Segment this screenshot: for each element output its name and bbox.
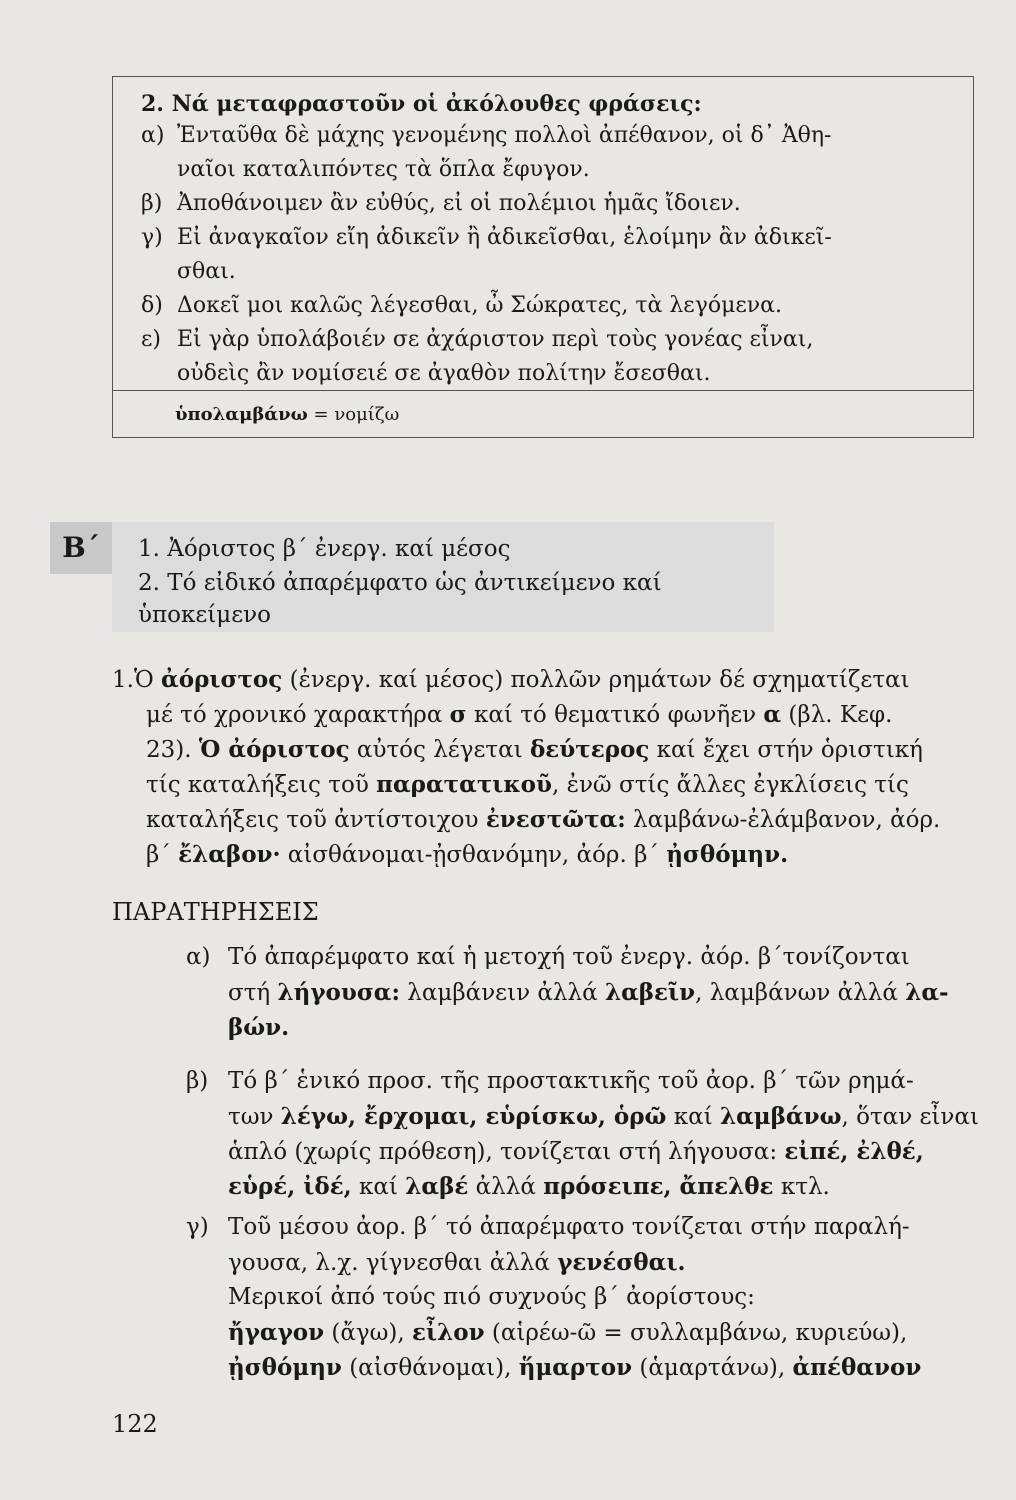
bold-term: ἤγαγον bbox=[228, 1319, 325, 1346]
text: λαμβάνω-ἐλάμβανον, ἀόρ. bbox=[625, 807, 941, 833]
observation-label: β) bbox=[186, 1068, 209, 1094]
page-number: 122 bbox=[112, 1410, 158, 1438]
bold-term: ἐνεστῶτα: bbox=[485, 806, 626, 833]
item-label: α) bbox=[141, 123, 165, 148]
item-line: ναῖοι καταλιπόντες τὰ ὅπλα ἔφυγον. bbox=[177, 157, 590, 182]
section-marker: Β΄ bbox=[50, 522, 112, 574]
item-label: γ) bbox=[141, 225, 163, 250]
observation-a-line bbox=[228, 1014, 289, 1041]
paragraph-line bbox=[146, 736, 923, 763]
paragraph-line bbox=[146, 806, 940, 833]
item-line: Δοκεῖ μοι καλῶς λέγεσθαι, ὦ Σώκρατες, τὰ λεγόμενα. bbox=[177, 293, 782, 318]
observation-label: α) bbox=[186, 944, 211, 970]
item-line: Εἰ ἀναγκαῖον εἴη ἀδικεῖν ἢ ἀδικεῖσθαι, ἑλοίμην ἂν ἀδικεῖ- bbox=[177, 225, 832, 250]
paragraph-line bbox=[146, 701, 892, 728]
text: Τό β΄ ἑνικό προσ. τῆς προστακτικῆς τοῦ ἀορ. β΄ τῶν ρημά- bbox=[228, 1068, 914, 1094]
observation-a-line bbox=[186, 944, 910, 970]
text: (ἐνεργ. καί μέσος) πολλῶν ρημάτων δέ σχηματίζεται bbox=[282, 667, 910, 693]
bold-term: λέγω, ἔρχομαι, εὑρίσκω, ὁρῶ bbox=[280, 1103, 667, 1130]
observation-c-line bbox=[228, 1284, 755, 1310]
exercise-item-c-cont bbox=[177, 259, 236, 284]
text: (αἱρέω-ῶ = συλλαμβάνω, κυριεύω), bbox=[484, 1320, 908, 1346]
bold-term: ἀπέθανον bbox=[792, 1354, 922, 1381]
text: στή bbox=[228, 980, 278, 1006]
text: Ὁ bbox=[133, 667, 162, 693]
bold-term: λα- bbox=[905, 979, 949, 1006]
bold-term: λαμβάνω bbox=[719, 1103, 842, 1130]
bold-term: εὑρέ, ἰδέ, bbox=[228, 1173, 352, 1200]
observation-b-line bbox=[186, 1068, 914, 1094]
text: Τό ἀπαρέμφατο καί ἡ μετοχή τοῦ ἐνεργ. ἀόρ. β΄τονίζονται bbox=[228, 944, 910, 970]
bold-term: λαβέ bbox=[405, 1173, 469, 1200]
observation-b-line bbox=[228, 1103, 979, 1130]
text: καί bbox=[666, 1104, 720, 1130]
exercise-box bbox=[112, 76, 974, 438]
section-topic-1: 1. Ἀόριστος β΄ ἐνεργ. καί μέσος bbox=[138, 536, 511, 562]
item-line: Εἰ γὰρ ὑπολάβοιέν σε ἀχάριστον περὶ τοὺς γονέας εἶναι, bbox=[177, 327, 814, 352]
bold-term: εἶλον bbox=[412, 1319, 485, 1346]
text: γουσα, λ.χ. γίγνεσθαι ἀλλά bbox=[228, 1250, 558, 1276]
observation-c-line bbox=[228, 1354, 921, 1381]
vocab-note bbox=[175, 404, 399, 425]
item-label: β) bbox=[141, 191, 163, 216]
bold-term: ἔλαβον· bbox=[178, 841, 281, 868]
observations-heading: ΠΑΡΑΤΗΡΗΣΕΙΣ bbox=[112, 898, 319, 926]
item-line: σθαι. bbox=[177, 259, 236, 284]
bold-term: λήγουσα: bbox=[277, 979, 400, 1006]
item-line: οὐδεὶς ἂν νομίσειέ σε ἀγαθὸν πολίτην ἔσεσθαι. bbox=[177, 361, 711, 386]
item-line: Ἐνταῦθα δὲ μάχης γενομένης πολλοὶ ἀπέθανον, οἱ δ᾽ Ἀθη- bbox=[177, 123, 832, 148]
exercise-item-e-cont bbox=[177, 361, 710, 386]
paragraph-number: 1. bbox=[112, 667, 134, 693]
text: μέ τό χρονικό χαρακτήρα bbox=[146, 702, 450, 728]
text: λαμβάνειν ἀλλά bbox=[400, 980, 605, 1006]
bold-term: λαβεῖν bbox=[604, 979, 696, 1006]
item-label: δ) bbox=[141, 293, 163, 318]
bold-term: α bbox=[763, 701, 782, 728]
bold-term: δεύτερος bbox=[529, 736, 650, 763]
section-topic-2-cont: ὑποκείμενο bbox=[138, 602, 271, 628]
observation-c-line bbox=[228, 1319, 907, 1346]
bold-term: σ bbox=[449, 701, 467, 728]
text: καί τό θεματικό φωνῆεν bbox=[466, 702, 764, 728]
bold-term: εἰπέ, ἐλθέ, bbox=[784, 1138, 924, 1165]
text: (ἄγω), bbox=[324, 1320, 413, 1346]
bold-term: Ὁ ἀόριστος bbox=[198, 736, 350, 763]
bold-term: ἀόριστος bbox=[161, 666, 283, 693]
text: β΄ bbox=[146, 842, 179, 868]
text: Μερικοί ἀπό τούς πιό συχνούς β΄ ἀορίστους: bbox=[228, 1284, 755, 1310]
text: , ἐνῶ στίς ἄλλες ἐγκλίσεις τίς bbox=[551, 772, 909, 798]
vocab-meaning: νομίζω bbox=[334, 404, 400, 425]
text: αὐτός λέγεται bbox=[349, 737, 530, 763]
text: των bbox=[228, 1104, 281, 1130]
paragraph-line bbox=[112, 666, 910, 693]
text: ἀλλά bbox=[468, 1174, 544, 1200]
vocab-word: ὑπολαμβάνω bbox=[175, 404, 308, 425]
text: (βλ. Κεφ. bbox=[781, 702, 893, 728]
text: , λαμβάνων ἀλλά bbox=[695, 980, 906, 1006]
observation-b-line bbox=[228, 1173, 830, 1200]
bold-term: γενέσθαι. bbox=[557, 1249, 686, 1276]
text: ἁπλό (χωρίς πρόθεση), τονίζεται στή λήγουσα: bbox=[228, 1139, 785, 1165]
observation-c-line bbox=[228, 1249, 685, 1276]
text: , ὅταν εἶναι bbox=[841, 1104, 979, 1130]
item-line: Ἀποθάνοιμεν ἂν εὐθύς, εἰ οἱ πολέμιοι ἡμᾶς ἴδοιεν. bbox=[177, 191, 741, 216]
text: (ἁμαρτάνω), bbox=[632, 1355, 793, 1381]
paragraph-line bbox=[146, 771, 909, 798]
bold-term: ἥμαρτον bbox=[518, 1354, 633, 1381]
vocab-divider bbox=[113, 390, 973, 391]
observation-c-line bbox=[186, 1214, 910, 1240]
text: καί bbox=[351, 1174, 406, 1200]
bold-term: παρατατικοῦ bbox=[376, 771, 552, 798]
text: καταλήξεις τοῦ ἀντίστοιχου bbox=[146, 807, 486, 833]
observation-a-line bbox=[228, 979, 949, 1006]
exercise-heading: 2. Νά μεταφραστοῦν οἱ ἀκόλουθες φράσεις: bbox=[141, 91, 702, 117]
observation-b-line bbox=[228, 1138, 924, 1165]
text: Τοῦ μέσου ἀορ. β΄ τό ἀπαρέμφατο τονίζεται στήν παραλή- bbox=[228, 1214, 910, 1240]
observation-label: γ) bbox=[186, 1214, 209, 1240]
bold-term: ᾐσθόμην. bbox=[666, 841, 789, 868]
section-topic-2: 2. Τό εἰδικό ἀπαρέμφατο ὡς ἀντικείμενο καί bbox=[138, 570, 662, 596]
text: 23). bbox=[146, 737, 199, 763]
text: τίς καταλήξεις τοῦ bbox=[146, 772, 377, 798]
exercise-item-a-cont bbox=[177, 157, 590, 182]
bold-term: πρόσειπε, ἄπελθε bbox=[543, 1173, 774, 1200]
text: καί ἔχει στήν ὁριστική bbox=[649, 737, 923, 763]
paragraph-line bbox=[146, 841, 788, 868]
bold-term: ᾐσθόμην bbox=[228, 1354, 342, 1381]
vocab-equals: = bbox=[313, 404, 329, 425]
text: αἰσθάνομαι-ᾐσθανόμην, ἀόρ. β΄ bbox=[280, 842, 667, 868]
text: (αἰσθάνομαι), bbox=[341, 1355, 519, 1381]
bold-term: βών. bbox=[228, 1014, 290, 1041]
item-label: ε) bbox=[141, 327, 161, 352]
text: κτλ. bbox=[773, 1174, 830, 1200]
